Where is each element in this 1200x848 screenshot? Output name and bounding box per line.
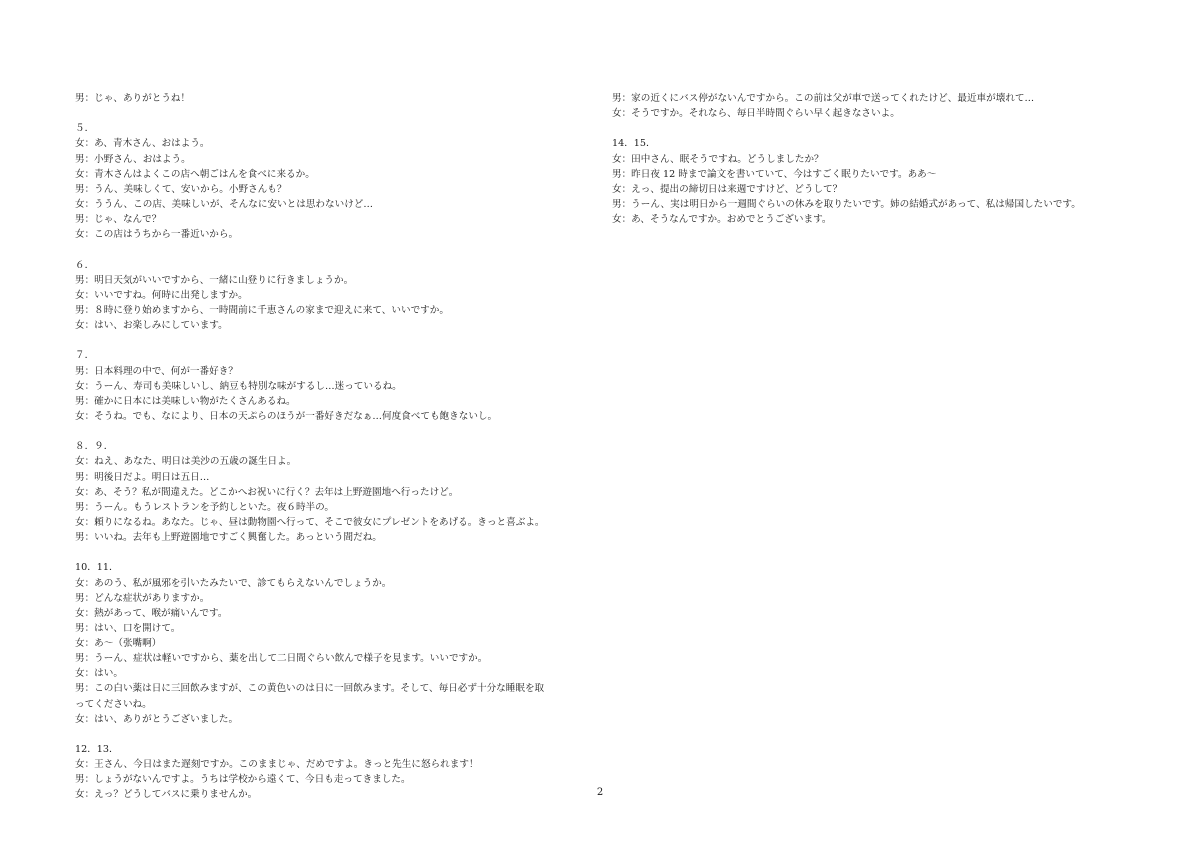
dialogue-line: 男：しょうがないんですよ。うちは学校から遠くて、今日も走ってきました。 [75,774,411,786]
section-heading: 14．15． [612,138,656,150]
section-heading: 12．13． [75,744,119,756]
section-heading: ８．９． [75,441,114,453]
dialogue-line: 女：この店はうちから一番近いから。 [75,229,239,241]
dialogue-line: 男：昨日夜 12 時まで論文を書いていて、今はすごく眠りたいです。ああ～ [612,168,937,180]
dialogue-line: 男：この白い薬は日に三回飲みますが、この黄色いのは日に一回飲みます。そして、毎日必ず十分な睡眠を取 [75,683,545,695]
dialogue-line: 女：あ、そう？私が間違えた。どこかへお祝いに行く？去年は上野遊園地へ行ったけど。 [75,486,459,498]
dialogue-line: 女：はい。 [75,668,123,680]
section-heading: ５． [75,123,95,135]
dialogue-line: 女：あ、そうなんですか。おめでとうございます。 [612,214,832,226]
dialogue-line: 男：うん、美味しくて、安いから。小野さんも？ [75,183,287,195]
dialogue-line: 女：はい、お楽しみにしています。 [75,320,228,332]
blank-line [75,106,600,121]
right-text-column [612,91,1157,227]
blank-line [75,545,600,560]
dialogue-line: 男：じゃ、なんで？ [75,214,162,226]
dialogue-line: 男：うーん、症状は軽いですから、薬を出して二日間ぐらい飲んで様子を見ます。いいですか。 [75,653,488,665]
dialogue-line: 男：小野さん、おはよう。 [75,153,191,165]
dialogue-line: 女：ねえ、あなた、明日は美沙の五歳の誕生日よ。 [75,456,297,468]
dialogue-line: 女：はい、ありがとうございました。 [75,713,239,725]
left-text-column [75,91,600,803]
blank-line [75,727,600,742]
dialogue-line: 女：あ～（张嘴啊） [75,638,162,650]
dialogue-line: 女：頼りになるね。あなた。じゃ、昼は動物園へ行って、そこで彼女にプレゼントをあげる。きっと喜ぶよ。 [75,516,545,528]
dialogue-line: 女：熱があって、喉が痛いんです。 [75,607,228,619]
dialogue-line: 女：そうね。でも、なにより、日本の天ぷらのほうが一番好きだなぁ…何度食べても飽きないし。 [75,410,498,422]
dialogue-line: 男：確かに日本には美味しい物がたくさんあるね。 [75,395,296,407]
dialogue-line: 男：日本料理の中で、何が一番好き？ [75,365,238,377]
dialogue-line: 女：うーん、寿司も美味しいし、納豆も特別な味がするし…迷っているね。 [75,380,402,392]
dialogue-line: 男：うーん、実は明日から一週間ぐらいの休みを取りたいです。姉の結婚式があって、私は帰国したいです。 [612,198,1081,210]
dialogue-line: 男：うーん。もうレストランを予約しといた。夜６時半の。 [75,501,334,513]
page-number: 2 [596,787,604,798]
dialogue-line: 女：えっ、提出の締切日は来週ですけど、どうして？ [612,183,843,195]
dialogue-line: 男：明日天気がいいですから、一緒に山登りに行きましょうか。 [75,274,354,286]
dialogue-line: 女：王さん、今日はまた遅刻ですか。このままじゃ、だめですよ。きっと先生に怒られます！ [75,759,479,771]
dialogue-line: 女：いいですね。何時に出発しますか。 [75,289,248,301]
dialogue-line: 男：８時に登り始めますから、一時間前に千恵さんの家まで迎えに来て、いいですか。 [75,304,449,316]
dialogue-line: 女：青木さんはよくこの店へ朝ごはんを食べに来るか。 [75,168,315,180]
section-heading: ６． [75,259,95,271]
blank-line [75,333,600,348]
dialogue-line: 男：じゃ、ありがとうね！ [75,93,191,104]
dialogue-line: 女：そうですか。それなら、毎日半時間ぐらい早く起きなさいよ。 [612,108,900,120]
dialogue-line: 女：あのう、私が風邪を引いたみたいで、診てもらえないんでしょうか。 [75,577,392,589]
dialogue-line: ってくださいね。 [75,698,152,710]
dialogue-line: 男：はい、口を開けて。 [75,622,181,634]
section-heading: 10．11． [75,562,119,574]
section-heading: ７． [75,350,95,362]
dialogue-line: 女：あ、青木さん、おはよう。 [75,138,210,150]
dialogue-line: 男：どんな症状がありますか。 [75,592,210,604]
blank-line [612,121,1157,136]
dialogue-line: 女：ううん、この店、美味しいが、そんなに安いとは思わないけど… [75,198,373,210]
blank-line [75,424,600,439]
blank-line [75,242,600,257]
dialogue-line: 女：えっ？どうしてバスに乗りませんか。 [75,789,258,801]
dialogue-line: 女：田中さん、眠そうですね。どうしましたか？ [612,153,824,165]
dialogue-line: 男：家の近くにバス停がないんですから。この前は父が車で送ってくれたけど、最近車が壊れて… [612,93,1035,104]
dialogue-line: 男：明後日だよ。明日は五日… [75,471,210,483]
dialogue-line: 男：いいね。去年も上野遊園地ですごく興奮した。あっという間だね。 [75,532,382,544]
